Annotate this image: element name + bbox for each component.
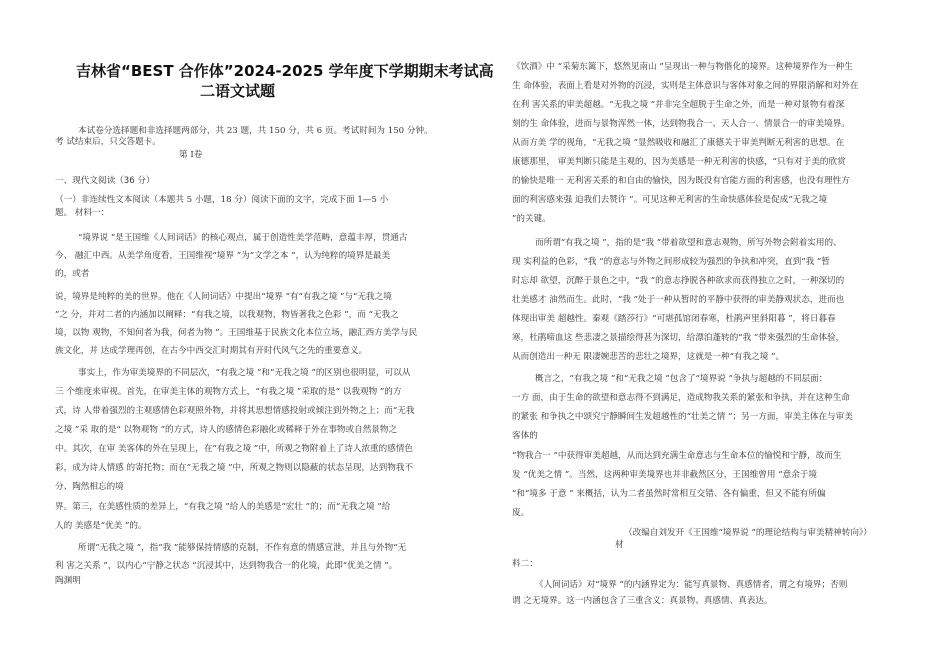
text-line: 彩，成为诗人情感 的寄托物；而在“无我之境 ”中，所观之物则以隐蔽的状态呈现，达到物我不: [55, 463, 414, 473]
text-line: 式，诗 人带着强烈的主观感情色彩观照外物，并将其思想情感投射或倾注到外物之上；而“无我: [55, 406, 415, 416]
text-line: 寒，杜鹃啼血这 些悲凄之景描绘得甚为深切，给漂泊蓬转的“我 ”带来强烈的生命体验，: [512, 333, 845, 343]
source-citation: （改编自刘发开《王国维“境界说 ”的理论结构与审美精神转向》）: [624, 528, 872, 538]
text-line: ”之 分，并对二者的内涵加以阐释：“有我之境，以我观物，物皆著我之色彩 ”，而 “无我之: [55, 310, 399, 320]
text-line: 中。其次，在审 美客体的外在呈现上，在“有我之境 ”中，所观之物附着上了诗人浓重的感情色: [55, 444, 414, 454]
text-line: 从而方美 学的视角，“无我之境 ”显然吸收和融汇了康德关于审美判断无利害的思想。在: [512, 138, 845, 148]
text-line: 生 命体验，表面上看是对外物的沉浸，实则是主体意识与客体对象之间的界限消解和对外在: [512, 81, 859, 91]
text-line: 说，境界是纯粹的美的世界。他在《人间词话》中提出“境界 ”有“有我之境 ”与“无我之境: [55, 292, 392, 302]
text-line: “境界说 ”是王国维《人间词话》的核心观点，属于创造性美学范畴，意蕴丰厚，贯通古: [78, 233, 408, 243]
text-line: 利 害之关系 ”，以内心“宁静之状态 ”沉浸其中，达到物我合一的化境，此即“优美之情 ”。: [55, 561, 398, 571]
text-line: 时忘却 欲望，沉醉于景色之中，“我 ”的意志挣脱各种欲求而获得独立之时，一种深切的: [512, 276, 845, 286]
text-line: 康德那里， 审美判断只能是主观的，因为美感是一种无利害的快感，“只有对于美的欣赏: [512, 157, 846, 167]
text-line: 客体的: [512, 431, 538, 441]
text-line: 所谓“无我之境 ”，指“我 ”能够保持情感的克制，不作有意的情感宣泄，并且与外物“无: [78, 543, 407, 553]
material-label: 题。 材料一：: [55, 208, 110, 218]
text-line: 废。: [512, 508, 530, 518]
text-line: 壮美感才 油然而生。此时，“我 ”处于一种从暂时的平静中获得的审美静观状态，进而也: [512, 295, 845, 305]
text-line: 的紧张 和争执之中颂究宁静瞬间生发超越性的“壮美之情 ”；另一方面，审美主体在与审美: [512, 412, 853, 422]
text-line: 的，或者: [55, 269, 90, 279]
text-line: ”和“境多 于意 ” 来概括，认为二者虽然时常相互交错、各有偏重，但又不能有所偏: [512, 489, 826, 499]
text-line: 刻的生 命体验，进而与景物浑然一体，达到物我合一、天人合一、情景合一的审美境界。: [512, 119, 850, 129]
text-line: 《饮酒》中 “采菊东篱下，悠然见南山 ”呈现出一种与物偕化的境界。这种境界作为一种生: [512, 62, 853, 72]
material-label: 料二：: [512, 559, 538, 569]
text-line: 面的利害感来强 迫我们去赞许 ”。可见这种无利害的生命快感体验是促成“无我之境: [512, 195, 828, 205]
volume-label: 第 Ⅰ卷: [179, 150, 203, 160]
text-line: 从而创造出一种无 限凄婉悲苦的悲壮之境界，这就是一种“有我之境 ”。: [512, 352, 785, 362]
intro-line: 本试卷分选择题和非选择题两部分，共 23 题，共 150 分，共 6 页。考试时间为 150 分钟。: [78, 126, 433, 136]
text-line: 材: [615, 540, 624, 550]
text-line: ”的关键。: [512, 214, 551, 224]
text-line: 界。第三，在美感性质的差异上，“有我之境 ”给人的美感是“宏壮 ”的；而“无我之境 ”给: [55, 502, 391, 512]
text-line: 的愉快是唯一 无利害关系的和自由的愉快，因为既没有官能方面的利害感，也没有理性方: [512, 176, 850, 186]
text-line: 谓 之无境界。这一内涵包含了三重含义：真景物、真感情、真表达。: [512, 596, 773, 606]
text-line: 《人间词话》对“境界 ”的内涵界定为：能写真景物、真感情者，谓之有境界；否则: [535, 580, 848, 590]
section-subheading: （一）非连续性文本阅读（本题共 5 小题，18 分）阅读下面的文字，完成下面 1—5 小: [55, 195, 389, 205]
text-line: 分、陶然相忘的境: [55, 482, 124, 492]
text-line: 族文化，并 达成学理再创，在古今中西交汇时期其有开时代风气之先的重要意义。: [55, 346, 368, 356]
text-line: 陶渊明: [55, 576, 81, 586]
text-line: 事实上，作为审美境界的不同层次，“有我之境 ”和“无我之境 ”的区别也很明显，可以从: [78, 368, 411, 378]
text-line: 人的 美感是“优美 ”的。: [55, 521, 147, 531]
text-line: 一方 面，由于生命的欲望和意志得不到满足，造成物我关系的紧张和争执，并在这种生命: [512, 393, 850, 403]
exam-title-line2: 二语文试题: [200, 82, 276, 100]
text-line: 而所谓“有我之境 ”，指的是“我 ”带着欲望和意志观物，所写外物会附着实用的、: [535, 238, 842, 248]
text-line: 之境 ”采 取的是“ 以物观物 ”的方式，诗人的感情色彩融化或稀释于外在事物或自然景物之: [55, 425, 398, 435]
exam-title-line1: 吉林省“BEST 合作体”2024-2025 学年度下学期期末考试高: [76, 62, 494, 80]
text-line: 三 个维度来审视。首先，在审美主体的观物方式上，“有我之境 ”采取的是“ 以我观物 ”的方: [55, 387, 402, 397]
text-line: 境，以物 观物，不知何者为我，何者为物 ”。王国维基于民族文化本位立场，融汇西方美学与民: [55, 328, 418, 338]
text-line: “物我合一 ”中获得审美超越，从而达到充满生命意志与生命本位的愉悦和宁静，故而生: [512, 451, 842, 461]
section-heading: 一、现代文阅读（36 分）: [55, 176, 155, 186]
intro-line: 考 试结束后，只交答题卡。: [55, 137, 161, 147]
text-line: 今、 融汇中西。从美学角度看，王国维视“境界 ”为“文学之本 ”，认为纯粹的境界是最美: [55, 251, 391, 261]
text-line: 概言之，“有我之境 ”和“无我之境 ”包含了“境界说 ”争执与超越的不同层面：: [535, 374, 828, 384]
text-line: 体现出审美 超越性。秦观《踏莎行》“可堪孤馆闭春寒，杜鹃声里斜阳暮 ”，将日暮春: [512, 314, 836, 324]
text-line: 在利 害关系的审美超越。“无我之境 ”并非完全超脱于生命之外，而是一种对景物有着深: [512, 100, 845, 110]
text-line: 现 实利益的色彩，“我 ”的意志与外物之间形成较为强烈的争执和冲突，直到“我 ”暂: [512, 257, 830, 267]
text-line: 发 “优美之情 ”。当然，这两种审美境界也并非截然区分，王国维曾用 “意余于境: [512, 470, 817, 480]
